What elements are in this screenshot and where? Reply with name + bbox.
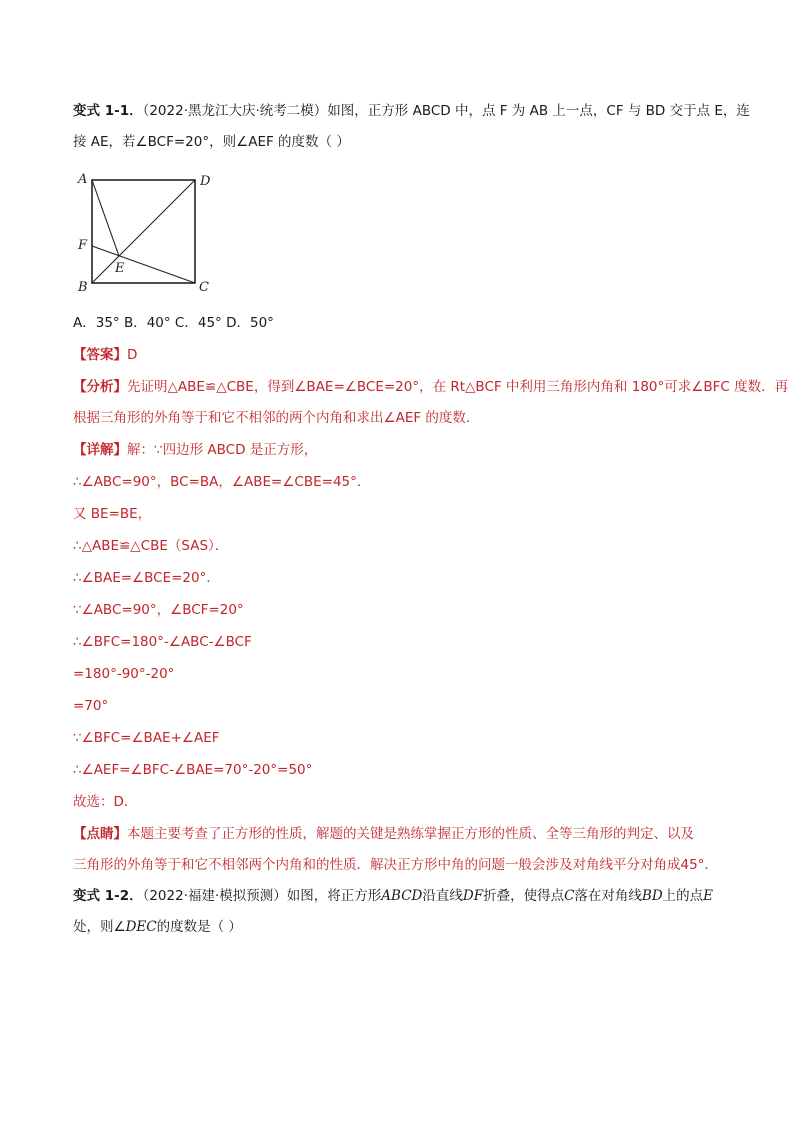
solution-step: 又 BE=BE， [73, 506, 152, 522]
comment-tag: 【点睛】 [73, 826, 127, 842]
q1-stem-line-1 [73, 101, 750, 121]
q2-stem-e: 上的点 [662, 888, 704, 904]
solution-step: ∴∠ABC=90°，BC=BA，∠ABE=∠CBE=45°． [73, 474, 371, 490]
q2-c: C [564, 888, 575, 904]
detail-intro-a: 解：∵四边形 [127, 442, 208, 458]
label-c: C [199, 280, 209, 295]
choose-line: 故选：D． [73, 794, 138, 810]
comment-line-2: 三角形的外角等于和它不相邻两个内角和的性质．解决正方形中角的问题一般会涉及对角线平分对角成45°． [73, 857, 718, 873]
q2-line2-a: 处，则∠ [73, 919, 126, 935]
q2-stem-line-2 [73, 917, 242, 937]
solution-step: ∴∠BFC=180°-∠ABC-∠BCF [73, 634, 252, 650]
square-figure [72, 168, 222, 303]
analysis-text-1: 先证明△ABE≌△CBE，得到∠BAE=∠BCE=20°，在 Rt△BCF 中利用三角形内角和 180°可求∠BFC 度数．再 [127, 379, 789, 395]
q2-tag: 变式 1-2． [73, 888, 143, 904]
label-d: D [200, 174, 211, 189]
detail-intro-c: 是正方形， [245, 442, 318, 458]
q2-stem-c: 折叠，使得点 [483, 888, 565, 904]
diagonal-bd [92, 180, 195, 283]
answer-value: D [127, 347, 138, 363]
label-e: E [115, 261, 125, 276]
q2-source: （2022·福建·模拟预测） [142, 888, 287, 904]
comment-line-1 [73, 824, 694, 844]
q2-abcd: ABCD [381, 888, 423, 904]
segment-ae [92, 180, 119, 256]
analysis-tag: 【分析】 [73, 379, 127, 395]
label-a: A [78, 172, 88, 187]
q2-bd: BD [641, 888, 663, 904]
solution-step: ∴∠AEF=∠BFC-∠BAE=70°-20°=50° [73, 762, 313, 778]
solution-step: ∵∠BFC=∠BAE+∠AEF [73, 730, 220, 746]
q1-options: A．35° B．40° C．45° D．50° [73, 315, 274, 331]
q2-dec: DEC [125, 919, 157, 935]
q1-stem-line-2: 接 AE，若∠BCF=20°，则∠AEF 的度数（ ） [73, 134, 350, 150]
q1-tag: 变式 1-1． [73, 103, 143, 119]
q1-source: （2022·黑龙江大庆·统考二模） [142, 103, 328, 119]
q2-df: DF [462, 888, 484, 904]
solution-step: ∵∠ABC=90°，∠BCF=20° [73, 602, 244, 618]
solution-step: =180°-90°-20° [73, 666, 175, 682]
q2-stem-b: 沿直线 [422, 888, 463, 904]
q2-stem-line-1 [73, 886, 713, 906]
answer-tag: 【答案】 [73, 347, 127, 363]
segment-cf [92, 246, 195, 283]
label-b: B [78, 280, 88, 295]
detail-line [73, 440, 317, 460]
solution-step: ∴△ABE≌△CBE（SAS）． [73, 538, 229, 554]
solution-step: =70° [73, 698, 109, 714]
comment-text-1: 本题主要考查了正方形的性质，解题的关键是熟练掌握正方形的性质、全等三角形的判定、以及 [127, 826, 694, 842]
q2-stem-a: 如图，将正方形 [286, 888, 382, 904]
answer-line [73, 345, 137, 365]
label-f: F [78, 238, 88, 253]
q1-stem-text-1: 如图，正方形 ABCD 中，点 F 为 AB 上一点，CF 与 BD 交于点 E，连 [327, 103, 750, 119]
analysis-line-1 [73, 377, 788, 397]
detail-tag: 【详解】 [73, 442, 127, 458]
detail-intro-b: ABCD [207, 442, 246, 458]
q2-stem-d: 落在对角线 [574, 888, 642, 904]
solution-step: ∴∠BAE=∠BCE=20°． [73, 570, 220, 586]
analysis-line-2: 根据三角形的外角等于和它不相邻的两个内角和求出∠AEF 的度数． [73, 410, 480, 426]
q2-e: E [703, 888, 714, 904]
q2-line2-b: 的度数是（ ） [156, 919, 242, 935]
